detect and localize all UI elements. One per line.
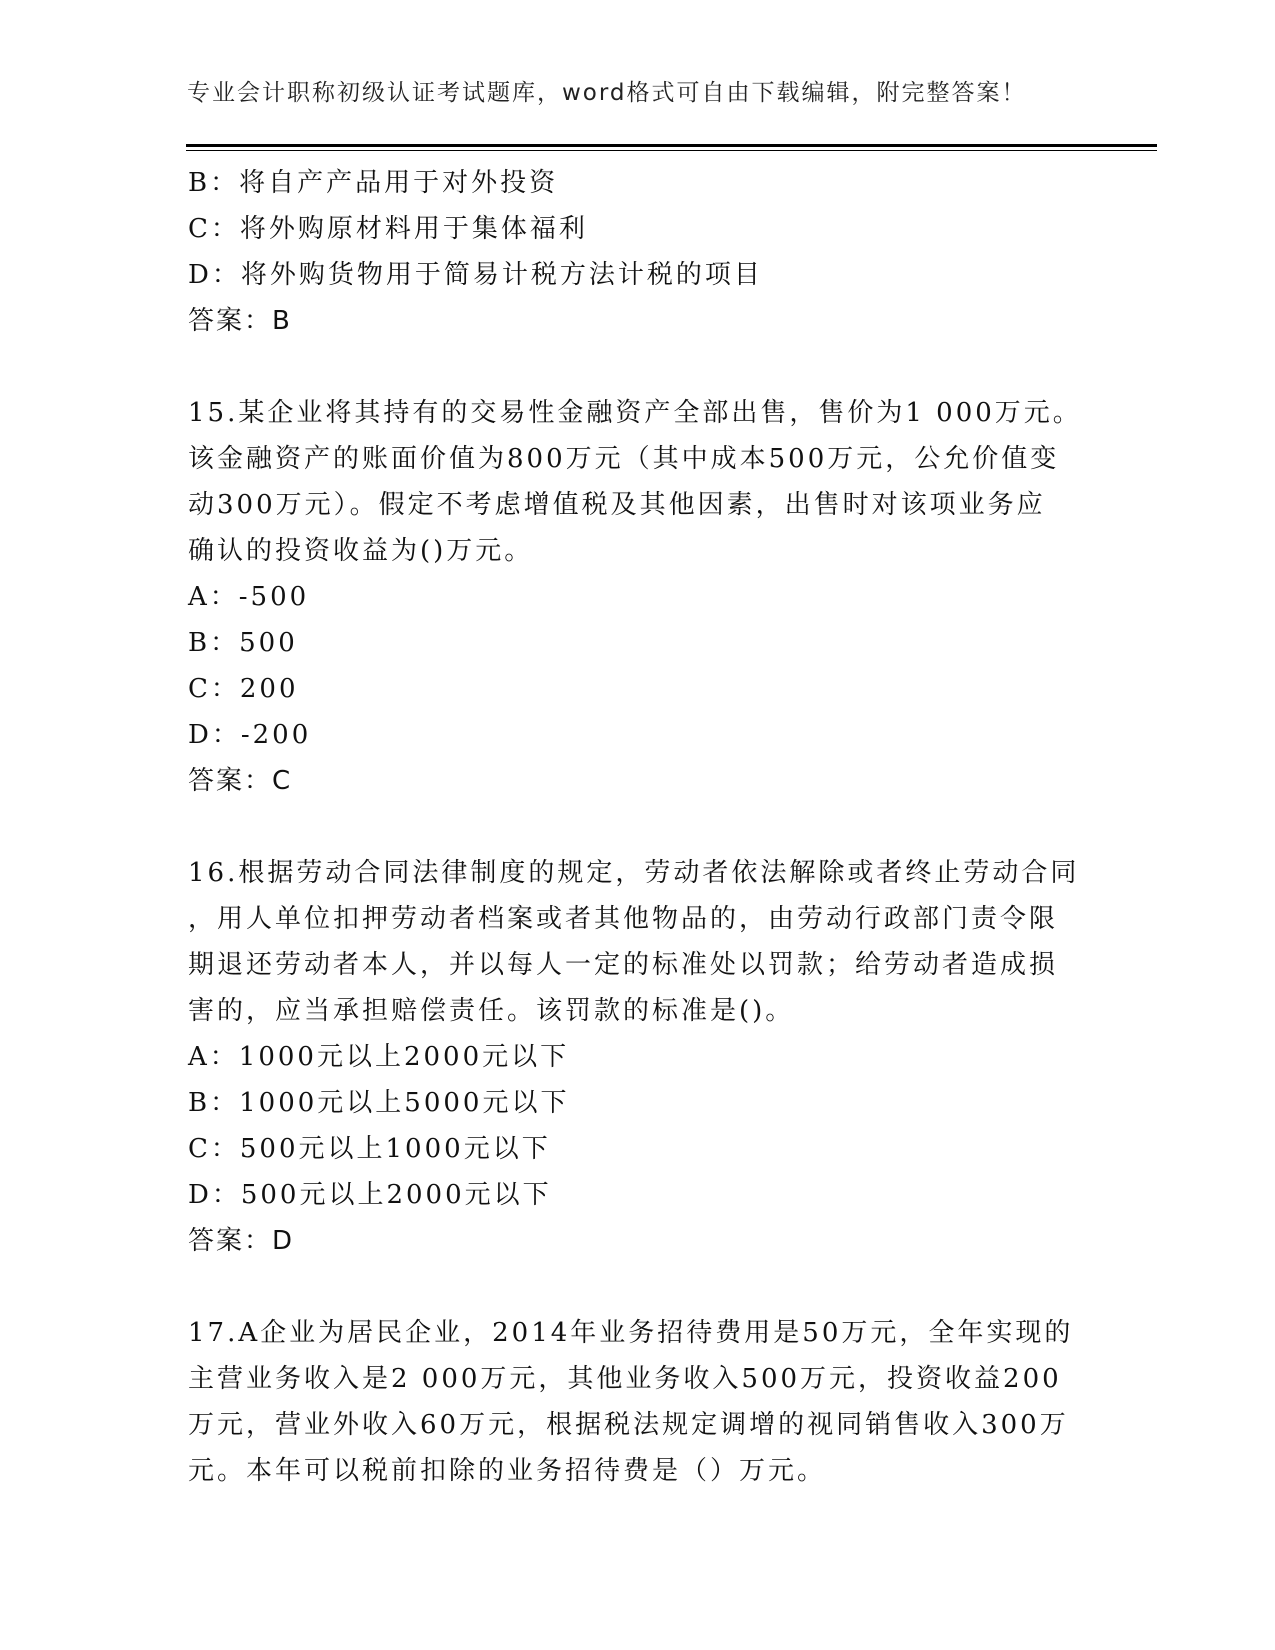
option-d: D：将外购货物用于简易计税方法计税的项目	[188, 260, 763, 290]
question-16-stem-line: 16.根据劳动合同法律制度的规定，劳动者依法解除或者终止劳动合同	[188, 858, 1080, 888]
answer-line: 答案：B	[188, 306, 292, 336]
page-header: 专业会计职称初级认证考试题库，word格式可自由下载编辑，附完整答案！	[187, 80, 1027, 106]
question-content	[188, 160, 1088, 1494]
question-15-option-a: A：-500	[188, 582, 310, 612]
question-16-option-a: A：1000元以上2000元以下	[188, 1042, 570, 1072]
question-15-option-c: C：200	[188, 674, 299, 704]
question-17-stem-line: 主营业务收入是2 000万元，其他业务收入500万元，投资收益200	[188, 1364, 1062, 1394]
question-17-stem-line: 17.A企业为居民企业，2014年业务招待费用是50万元，全年实现的	[188, 1318, 1074, 1348]
question-15-option-b: B：500	[188, 628, 298, 658]
question-15-stem-line: 该金融资产的账面价值为800万元（其中成本500万元，公允价值变	[188, 444, 1060, 474]
spacer	[188, 804, 1088, 850]
question-16-option-d: D：500元以上2000元以下	[188, 1180, 552, 1210]
question-17-stem-line: 元。本年可以税前扣除的业务招待费是（）万元。	[188, 1456, 827, 1486]
spacer	[188, 1264, 1088, 1310]
header-rule-thick	[186, 144, 1157, 147]
question-16-answer: 答案：D	[188, 1226, 295, 1256]
question-15-option-d: D：-200	[188, 720, 312, 750]
option-b: B：将自产产品用于对外投资	[188, 168, 559, 198]
question-16-option-c: C：500元以上1000元以下	[188, 1134, 551, 1164]
question-15-stem-line: 确认的投资收益为()万元。	[188, 536, 534, 566]
question-16-stem-line: ，用人单位扣押劳动者档案或者其他物品的，由劳动行政部门责令限	[188, 904, 1059, 934]
spacer	[188, 344, 1088, 390]
question-16-option-b: B：1000元以上5000元以下	[188, 1088, 570, 1118]
question-16-stem-line: 期退还劳动者本人，并以每人一定的标准处以罚款；给劳动者造成损	[188, 950, 1059, 980]
question-15-answer: 答案：C	[188, 766, 293, 796]
header-rule-thin	[186, 150, 1157, 151]
question-15-stem-line: 动300万元）。假定不考虑增值税及其他因素，出售时对该项业务应	[188, 490, 1046, 520]
question-17-stem-line: 万元，营业外收入60万元，根据税法规定调增的视同销售收入300万	[188, 1410, 1069, 1440]
question-16-stem-line: 害的，应当承担赔偿责任。该罚款的标准是()。	[188, 996, 795, 1026]
option-c: C：将外购原材料用于集体福利	[188, 214, 588, 244]
question-15-stem-line: 15.某企业将其持有的交易性金融资产全部出售，售价为1 000万元。	[188, 398, 1082, 428]
